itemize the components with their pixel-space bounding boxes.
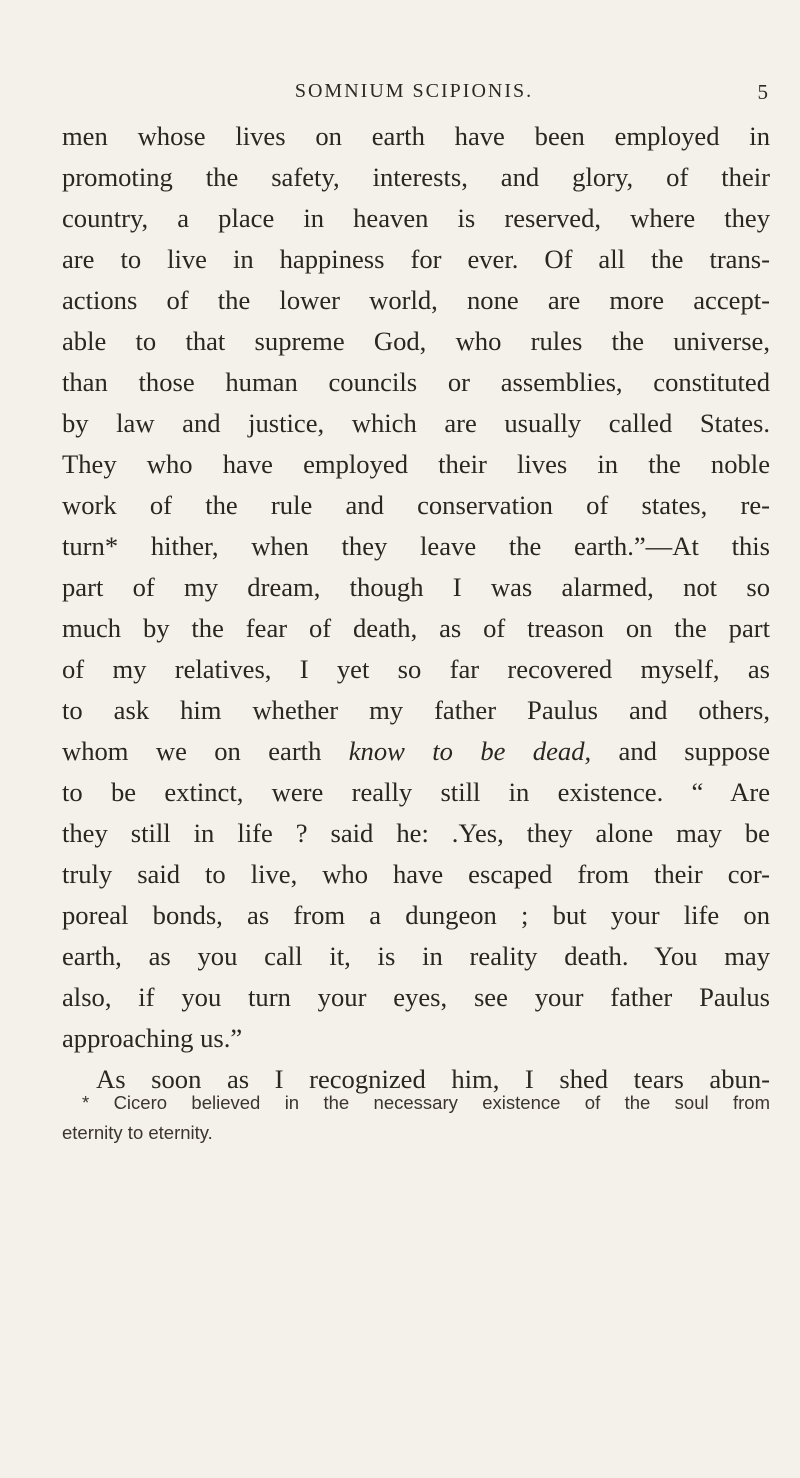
text-line: by law and justice, which are usually called States. — [62, 408, 770, 438]
text-line: men whose lives on earth have been employed in — [62, 121, 770, 151]
text-line: earth, as you call it, is in reality death. You may — [62, 941, 770, 971]
text-line: actions of the lower world, none are more accept- — [62, 285, 770, 315]
italic-phrase: know to be dead, — [348, 736, 592, 766]
text-line: country, a place in heaven is reserved, where they — [62, 203, 770, 233]
text-line: also, if you turn your eyes, see your father Paulus — [62, 982, 770, 1012]
page-number: 5 — [757, 80, 768, 104]
text-line: to ask him whether my father Paulus and others, — [62, 695, 770, 725]
text-line: of my relatives, I yet so far recovered myself, as — [62, 654, 770, 684]
paragraph-end-line: approaching us.” — [62, 1023, 243, 1053]
footnote — [62, 1088, 770, 1148]
text-line: to be extinct, were really still in existence. “ Are — [62, 777, 770, 807]
text-segment: and suppose — [591, 736, 770, 766]
text-line: they still in life ? said he: .Yes, they alone may be — [62, 818, 770, 848]
text-segment: whom we on earth — [62, 736, 349, 766]
text-line: part of my dream, though I was alarmed, not so — [62, 572, 770, 602]
text-line: They who have employed their lives in the noble — [62, 449, 770, 479]
text-line: poreal bonds, as from a dungeon ; but your life on — [62, 900, 770, 930]
text-line: able to that supreme God, who rules the universe, — [62, 326, 770, 356]
text-line: much by the fear of death, as of treason on the part — [62, 613, 770, 643]
text-line: turn* hither, when they leave the earth.”—At this — [62, 531, 770, 561]
footnote-line: * Cicero believed in the necessary existence of the soul from — [82, 1092, 770, 1113]
body-text — [62, 116, 770, 1100]
text-line: truly said to live, who have escaped from their cor- — [62, 859, 770, 889]
text-line: than those human councils or assemblies, constituted — [62, 367, 770, 397]
text-line: are to live in happiness for ever. Of all the trans- — [62, 244, 770, 274]
text-line: work of the rule and conservation of states, re- — [62, 490, 770, 520]
paragraph-start-line: As soon as I recognized him, I shed tears abun- — [96, 1064, 770, 1094]
running-head — [60, 80, 768, 110]
text-line-with-italic — [62, 731, 770, 772]
running-title: SOMNIUM SCIPIONIS. — [294, 80, 534, 102]
text-line: promoting the safety, interests, and glory, of their — [62, 162, 770, 192]
footnote-line: eternity to eternity. — [62, 1122, 213, 1143]
